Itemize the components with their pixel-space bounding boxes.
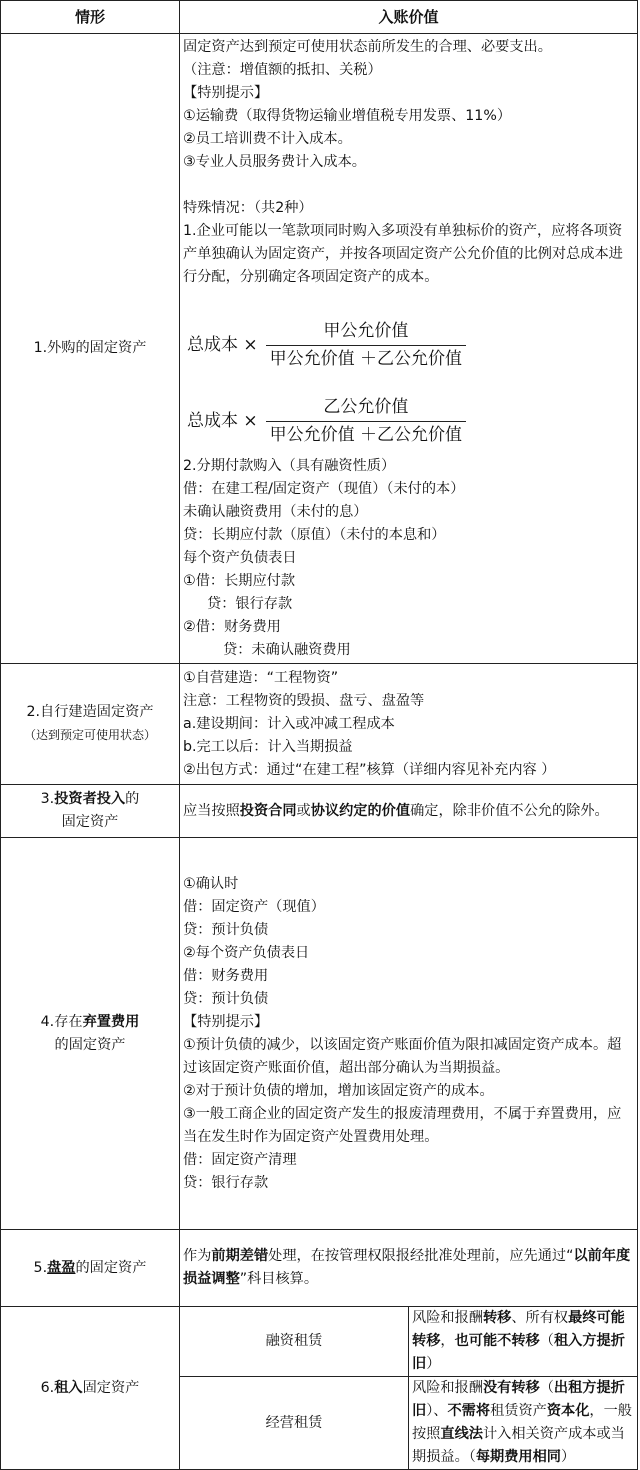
text-part: 风险和报酬 (412, 1310, 483, 1326)
text-line: ①自营建造：“工程物资” (183, 669, 339, 686)
label-bold: 弃置费用 (82, 1013, 140, 1030)
label-part: 的固定资产 (75, 1259, 147, 1276)
content-operating-lease (409, 1377, 638, 1470)
text-line: 借：财务费用 (183, 967, 269, 984)
text-line: ②借：财务费用 (183, 618, 281, 635)
text-line-indented: 贷：未确认融资费用 (223, 641, 351, 658)
text-bold: 直线法 (440, 1426, 483, 1442)
text-bold: 租入方提折旧 (412, 1333, 625, 1372)
text-part: （ (539, 1333, 554, 1349)
text-line: 未确认融资费用（未付的息） (183, 503, 368, 520)
formula-b (183, 389, 634, 455)
note-2: ②对于预计负债的增加，增加该固定资产的成本。 (183, 1082, 494, 1099)
row-label-surplus (1, 1230, 180, 1307)
row-label-line1 (4, 788, 176, 811)
text-bold: 投资合同 (239, 802, 297, 819)
text-paragraph (183, 800, 634, 823)
text-line: 贷：预计负债 (183, 990, 269, 1007)
text-bold: 最终可能转移 (412, 1310, 625, 1349)
text-bold: 资本化 (546, 1403, 590, 1419)
table-header-row (1, 1, 638, 34)
label-part: 5. (33, 1259, 48, 1276)
spacer (183, 379, 634, 389)
subtype-finance-lease: 融资租赁 (180, 1307, 409, 1377)
text-part: 作为 (183, 1248, 212, 1264)
text-line: b.完工以后：计入当期损益 (183, 738, 353, 755)
row-label-purchased: 1.外购的固定资产 (1, 34, 180, 664)
special-title: 特殊情况：（共2种） (183, 199, 313, 216)
formula-a-fraction (266, 320, 466, 371)
text-part: 确定，除非价值不公允的除外。 (410, 802, 609, 819)
text-line: 注意：工程物资的毁损、盘亏、盘盈等 (183, 692, 425, 709)
formula-b-numerator: 乙公允价值 (323, 397, 409, 417)
text-line: ①确认时 (183, 875, 239, 892)
text-line: 贷：预计负债 (183, 921, 269, 938)
label-part: 的 (125, 791, 140, 807)
text-line: ②员工培训费不计入成本。 (183, 130, 352, 147)
text-line: 借：固定资产清理 (183, 1151, 297, 1168)
text-bold: 出租方提折旧 (412, 1380, 625, 1419)
row-label-line1 (4, 1011, 176, 1034)
table-row-investor-input (1, 785, 638, 838)
text-part: 、所有权 (511, 1310, 569, 1326)
label-part: 4.存在 (40, 1013, 83, 1030)
special-case-1: 1.企业可能以一笔款项同时购入多项没有单独标价的资产，应将各项资产单独确认为固定资产，并按各项固定资产公允价值的比例对总成本进行分配，分别确定各项固定资产的成本。 (183, 222, 623, 285)
formula-a-prefix: 总成本 × (187, 335, 258, 355)
label-part: 6. (40, 1379, 55, 1396)
text-paragraph (183, 1245, 634, 1291)
formula-b-fraction (266, 396, 466, 447)
row-label-disposal-cost (1, 838, 180, 1230)
table-row-leased-a (1, 1307, 638, 1377)
text-bold: 协议约定的价值 (310, 802, 411, 819)
text-part: ，一般按照 (412, 1403, 632, 1442)
text-part: （ (539, 1380, 554, 1396)
text-line: ①运输费（取得货物运输业增值税专用发票、11%） (183, 107, 512, 124)
formula-a (183, 313, 634, 379)
text-part: 计入相关资产成本或当期损益。（ (412, 1426, 625, 1465)
table-row-purchased (1, 34, 638, 664)
text-line: 借：在建工程/固定资产（现值）（未付的本） (183, 480, 465, 497)
row-label-sub: （达到预定可使用状态） (23, 728, 156, 742)
table-row-self-built (1, 664, 638, 785)
text-part: 应当按照 (183, 802, 240, 819)
row-content-investor-input (180, 785, 638, 838)
text-part: ， (440, 1333, 455, 1349)
text-line-indented: 贷：银行存款 (207, 595, 293, 612)
text-bold: 转移 (482, 1310, 512, 1326)
text-line: 固定资产达到预定可使用状态前所发生的合理、必要支出。 (183, 38, 552, 55)
row-label-main: 2.自行建造固定资产 (26, 704, 154, 720)
label-part: 3. (40, 791, 55, 807)
row-label-line1 (4, 1377, 176, 1400)
text-line: 贷：银行存款 (183, 1174, 269, 1191)
text-part: ） (426, 1356, 441, 1372)
formula-a-denominator: 甲公允价值 ＋乙公允价值 (266, 345, 466, 371)
table-row-surplus (1, 1230, 638, 1307)
row-content-purchased (180, 34, 638, 664)
text-line: ③专业人员服务费计入成本。 (183, 153, 366, 170)
text-paragraph (412, 1377, 634, 1469)
formula-b-prefix: 总成本 × (187, 411, 258, 431)
row-content-disposal-cost (180, 838, 638, 1230)
text-line: ②出包方式：通过“在建工程”核算（详细内容见补充内容 ） (183, 761, 556, 778)
formula-b-denominator: 甲公允价值 ＋乙公允价值 (266, 421, 466, 447)
row-label-self-built (1, 664, 180, 785)
text-line: 2.分期付款购入（具有融资性质） (183, 457, 396, 474)
formula-a-numerator: 甲公允价值 (323, 321, 409, 341)
text-part: ）、 (426, 1403, 448, 1419)
text-line: 【特别提示】 (183, 84, 269, 101)
spacer (183, 289, 634, 313)
text-part: 租赁资产 (490, 1403, 547, 1419)
label-bold: 盘盈 (47, 1259, 76, 1276)
text-bold: 以前年度损益调整 (183, 1248, 631, 1287)
text-part: 风险和报酬 (412, 1380, 483, 1396)
text-part: ”科目核算。 (239, 1271, 319, 1287)
note-1: ①预计负债的减少，以该固定资产账面价值为限扣减固定资产成本。超过该固定资产账面价值，超出部分确认为当期损益。 (183, 1036, 622, 1076)
label-part: 固定资产 (82, 1379, 140, 1396)
subtype-operating-lease: 经营租赁 (180, 1377, 409, 1470)
row-label-line2: 的固定资产 (54, 1036, 126, 1053)
row-label-leased (1, 1307, 180, 1470)
text-part: 或 (296, 802, 311, 819)
note-3: ③一般工商企业的固定资产发生的报废清理费用，不属于弃置费用，应当在发生时作为固定资产处置费用处理。 (183, 1105, 622, 1145)
header-entry-value: 入账价值 (180, 1, 638, 34)
header-situation: 情形 (1, 1, 180, 34)
text-line: 每个资产负债表日 (183, 549, 297, 566)
text-line: 【特别提示】 (183, 1013, 269, 1030)
row-label-investor-input (1, 785, 180, 838)
text-line: a.建设期间：计入或冲减工程成本 (183, 715, 395, 732)
label-bold: 租入 (54, 1379, 83, 1396)
text-bold: 不需将 (447, 1403, 491, 1419)
label-bold: 投资者投入 (54, 791, 126, 807)
text-line: （注意：增值额的抵扣、关税） (183, 61, 382, 78)
text-line: ②每个资产负债表日 (183, 944, 310, 961)
text-bold: 没有转移 (482, 1380, 540, 1396)
text-part: 处理，在按管理权限报经批准处理前，应先通过“ (268, 1248, 574, 1264)
row-content-surplus (180, 1230, 638, 1307)
blank-line (183, 174, 634, 197)
text-part: ） (560, 1449, 576, 1465)
row-label-line1 (4, 1257, 176, 1280)
text-line: ①借：长期应付款 (183, 572, 296, 589)
table-row-disposal-cost (1, 838, 638, 1230)
text-line: 贷：长期应付款（原值）（未付的本息和） (183, 526, 446, 543)
text-line: 借：固定资产（现值） (183, 898, 325, 915)
text-bold: 也可能不转移 (454, 1333, 540, 1349)
text-paragraph (412, 1307, 634, 1376)
text-bold: 每期费用相同 (475, 1449, 561, 1465)
row-label-line2: 固定资产 (61, 814, 119, 830)
text-bold: 前期差错 (211, 1248, 269, 1264)
content-finance-lease (409, 1307, 638, 1377)
row-content-self-built (180, 664, 638, 785)
